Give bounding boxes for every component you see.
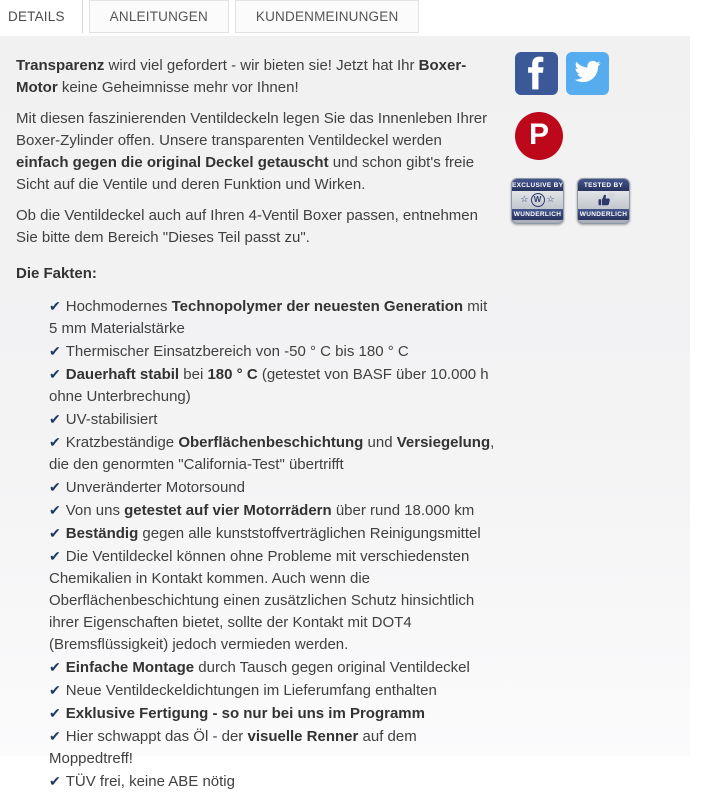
star-icon: ☆ — [546, 194, 555, 204]
fact-item — [49, 295, 498, 340]
fact-item — [49, 725, 498, 770]
text: durch Tausch gegen original Ventildeckel — [194, 659, 470, 676]
thumbs-up-icon — [578, 191, 629, 209]
text: Unveränderter Motorsound — [65, 479, 245, 496]
badge-top-label: TESTED BY — [578, 179, 629, 191]
fact-item — [49, 431, 498, 476]
paragraph — [16, 108, 498, 196]
text: TÜV frei, keine ABE nötig — [65, 773, 235, 790]
text: Neue Ventildeckeldichtungen im Lieferumfang enthalten — [65, 682, 437, 699]
text: wird viel gefordert - wir bieten sie! Jetzt hat Ihr — [104, 57, 419, 74]
check-icon: ✔ — [49, 705, 61, 721]
tested-by-wunderlich-badge — [577, 178, 630, 224]
check-icon: ✔ — [49, 434, 61, 450]
text: Von uns — [65, 502, 125, 519]
check-icon: ✔ — [49, 479, 61, 495]
bold-text: visuelle Renner — [247, 728, 359, 745]
check-icon: ✔ — [49, 728, 61, 744]
check-icon: ✔ — [49, 298, 61, 314]
text: Hochmodernes — [65, 298, 172, 315]
text: Ob die Ventildeckel auch auf Ihren 4-Ventil Boxer passen, entnehmen Sie bitte dem Bereich "Dieses Teil passt zu". — [16, 207, 478, 246]
text: mit 5 mm Materialstärke — [49, 298, 488, 337]
tab-anleitungen[interactable]: ANLEITUNGEN — [89, 0, 229, 33]
facts-heading: Die Fakten: — [16, 265, 97, 282]
fact-item — [49, 770, 498, 793]
bold-text: Einfache Montage — [65, 659, 195, 676]
badge-top-label: EXCLUSIVE BY — [512, 179, 563, 191]
pinterest-share-button[interactable] — [515, 112, 563, 160]
details-panel — [0, 36, 690, 790]
bold-text: Dauerhaft stabil — [65, 366, 180, 383]
tab-details[interactable]: DETAILS — [0, 0, 83, 33]
bold-text: Oberflächenbeschichtung — [178, 434, 364, 451]
text: bei — [179, 366, 208, 383]
fact-item — [49, 656, 498, 679]
check-icon: ✔ — [49, 366, 61, 382]
check-icon: ✔ — [49, 659, 61, 675]
text: und — [363, 434, 397, 451]
bold-text: Exklusive Fertigung - so nur bei uns im Programm — [65, 705, 425, 722]
paragraph — [16, 55, 498, 99]
bold-text: Boxer-Motor — [16, 57, 467, 96]
text: auf dem Moppedtreff! — [49, 728, 417, 767]
paragraph — [16, 205, 498, 249]
bold-text: Transparenz — [16, 57, 105, 74]
fact-item — [49, 679, 498, 702]
bold-text: Versiegelung — [396, 434, 491, 451]
star-icon: ☆ — [607, 190, 616, 199]
facebook-icon — [515, 52, 558, 95]
text: Die Ventildeckel können ohne Probleme mit verschiedensten Chemikalien in Kontakt kommen. Auch wenn die Oberflächenbeschichtung einen zusätzlichen Schutz hinsichtlich ihrer Eigenschaften bietet, sollte der Kontakt mit DOT4 (Bremsflüssigkeit) jedoch vermieden werden. — [49, 548, 475, 653]
check-icon: ✔ — [49, 525, 61, 541]
check-icon: ✔ — [49, 502, 61, 518]
text: UV-stabilisiert — [65, 411, 158, 428]
text: , die den genormten "California-Test" übertrifft — [49, 434, 495, 473]
fact-item — [49, 702, 498, 725]
twitter-icon — [571, 55, 604, 93]
w-logo-icon: W — [531, 193, 545, 207]
text: (getestet von BASF über 10.000 h ohne Unterbrechung) — [49, 366, 489, 405]
text: Kratzbeständige — [65, 434, 179, 451]
text: und schon gibt's freie Sicht auf die Ventile und deren Funktion und Wirken. — [16, 154, 475, 193]
check-icon: ✔ — [49, 548, 61, 564]
product-description — [16, 55, 498, 793]
star-icon: ☆ — [520, 194, 529, 204]
check-icon: ✔ — [49, 682, 61, 698]
badge-bottom-label: WUNDERLICH — [578, 209, 629, 221]
exclusive-by-wunderlich-badge — [511, 178, 564, 224]
fact-item — [49, 522, 498, 545]
text: über rund 18.000 km — [331, 502, 475, 519]
twitter-share-button[interactable] — [566, 52, 609, 95]
badge-bottom-label: WUNDERLICH — [512, 209, 563, 221]
fact-item — [49, 340, 498, 363]
bold-text: Beständig — [65, 525, 139, 542]
description-paragraphs — [16, 55, 498, 249]
facts-list — [16, 295, 498, 793]
text: gegen alle kunststoffverträglichen Reinigungsmittel — [138, 525, 481, 542]
text: Thermischer Einsatzbereich von -50 ° C bis 180 ° C — [65, 343, 409, 360]
fact-item — [49, 499, 498, 522]
bold-text: getestet auf vier Motorrädern — [124, 502, 332, 519]
check-icon: ✔ — [49, 343, 61, 359]
pinterest-icon: P — [528, 118, 549, 151]
text: Mit diesen faszinierenden Ventildeckeln legen Sie das Innenleben Ihrer Boxer-Zylinder offen. Unsere transparenten Ventildeckel werden — [16, 110, 488, 149]
check-icon: ✔ — [49, 411, 61, 427]
bold-text: einfach gegen die original Deckel getauscht — [16, 154, 329, 171]
wunderlich-logo — [512, 191, 563, 209]
fact-item — [49, 363, 498, 408]
tab-bar — [0, 0, 726, 33]
check-icon: ✔ — [49, 773, 61, 789]
text: Hier schwappt das Öl - der — [65, 728, 248, 745]
text: keine Geheimnisse mehr vor Ihnen! — [57, 79, 299, 96]
facebook-share-button[interactable] — [515, 52, 558, 95]
fact-item — [49, 476, 498, 499]
tab-kundenmeinungen[interactable]: KUNDENMEINUNGEN — [235, 0, 420, 33]
fact-item — [49, 408, 498, 431]
bold-text: 180 ° C — [207, 366, 258, 383]
fact-item — [49, 545, 498, 656]
bold-text: Technopolymer der neuesten Generation — [171, 298, 464, 315]
